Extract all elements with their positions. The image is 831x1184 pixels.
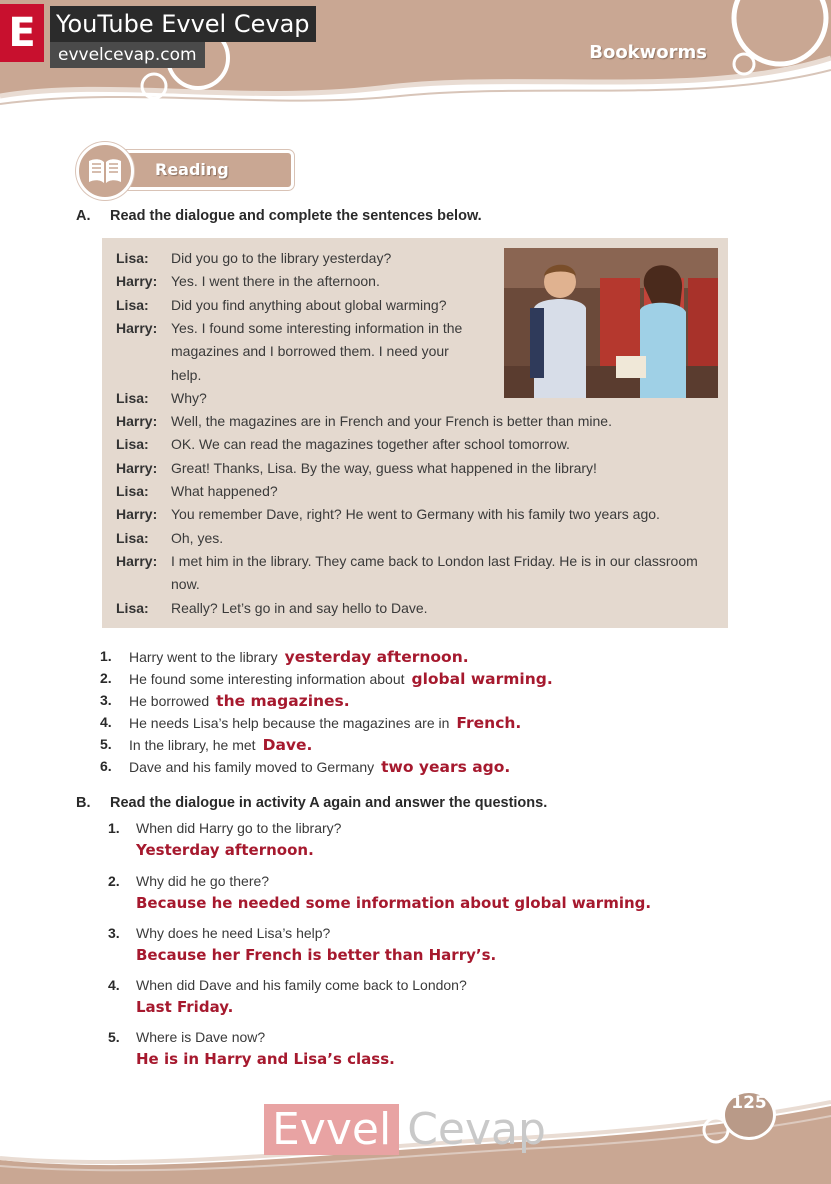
section-a-letter: A. — [76, 208, 91, 224]
channel-url: evvelcevap.com — [50, 42, 205, 68]
watermark-part-1: Evvel — [264, 1104, 399, 1155]
section-b-heading — [76, 795, 676, 815]
students-photo — [504, 248, 718, 398]
completion-sentence — [129, 692, 350, 710]
dialogue-speaker: Harry: — [116, 413, 158, 430]
dialogue-speaker: Lisa: — [116, 250, 149, 266]
sentence-text: He borrowed — [129, 693, 210, 709]
dialogue-line: OK. We can read the magazines together after school tomorrow. — [171, 436, 570, 453]
dialogue-speaker: Harry: — [116, 459, 158, 476]
sentence-answer: two years ago. — [381, 758, 511, 776]
section-b-instruction: Read the dialogue in activity A again and answer the questions. — [110, 795, 548, 811]
sentence-text: In the library, he met — [129, 737, 256, 753]
reading-pill — [116, 150, 294, 190]
sentence-answer: global warming. — [411, 670, 553, 688]
book-icon — [76, 142, 134, 200]
unit-title: Bookworms — [589, 42, 707, 63]
dialogue-speaker: Lisa: — [116, 296, 149, 313]
dialogue-speaker: Harry: — [116, 273, 158, 290]
dialogue-line: Why? — [171, 389, 207, 406]
dialogue-line: magazines and I borrowed them. I need your — [171, 343, 449, 360]
sentence-text: Harry went to the library — [129, 649, 278, 665]
dialogue-line: Really? Let’s go in and say hello to Dave. — [171, 599, 428, 616]
item-number: 6. — [100, 758, 112, 774]
dialogue-line: Great! Thanks, Lisa. By the way, guess what happened in the library! — [171, 459, 597, 476]
section-b-letter: B. — [76, 795, 91, 811]
question-answer: Last Friday. — [136, 998, 234, 1016]
dialogue-line: Did you go to the library yesterday? — [171, 250, 392, 266]
dialogue-speaker: Lisa: — [116, 436, 149, 453]
question-answer: Yesterday afternoon. — [136, 841, 314, 859]
question-text: Where is Dave now? — [136, 1029, 266, 1045]
completion-sentence — [129, 758, 510, 776]
question-answer: Because her French is better than Harry’s. — [136, 946, 497, 964]
dialogue-speaker: Lisa: — [116, 529, 149, 546]
question-number: 1. — [108, 820, 120, 836]
question-answer: Because he needed some information about global warming. — [136, 894, 652, 912]
reading-label: Reading — [155, 160, 229, 179]
completion-sentence — [129, 670, 553, 688]
item-number: 2. — [100, 670, 112, 686]
sentence-answer: Dave. — [262, 736, 313, 754]
question-text: Why does he need Lisa’s help? — [136, 925, 331, 941]
item-number: 1. — [100, 648, 112, 664]
dialogue-line: I met him in the library. They came back to London last Friday. He is in our classroom — [171, 552, 698, 569]
completion-sentence — [129, 714, 521, 732]
watermark-part-2: Cevap — [407, 1104, 546, 1155]
question-text: Why did he go there? — [136, 873, 270, 889]
dialogue-line: help. — [171, 366, 202, 383]
sentence-text: He found some interesting information about — [129, 671, 405, 687]
sentence-text: Dave and his family moved to Germany — [129, 759, 375, 775]
dialogue-line: Yes. I found some interesting information in the — [171, 319, 463, 336]
item-number: 3. — [100, 692, 112, 708]
question-text: When did Dave and his family come back to London? — [136, 977, 467, 993]
item-number: 5. — [100, 736, 112, 752]
question-number: 5. — [108, 1029, 120, 1045]
page-header — [0, 0, 831, 110]
channel-title: YouTube Evvel Cevap — [50, 6, 316, 42]
completion-sentence — [129, 736, 312, 754]
question-text: When did Harry go to the library? — [136, 820, 342, 836]
page-number: 125 — [722, 1090, 776, 1140]
dialogue-speaker: Lisa: — [116, 389, 149, 406]
completion-sentence — [129, 648, 469, 666]
dialogue-box — [102, 238, 728, 628]
sentence-answer: yesterday afternoon. — [284, 648, 469, 666]
dialogue-speaker: Lisa: — [116, 599, 149, 616]
sentence-text: He needs Lisa’s help because the magazines are in — [129, 715, 450, 731]
question-answer: He is in Harry and Lisa’s class. — [136, 1050, 395, 1068]
dialogue-speaker: Harry: — [116, 552, 158, 569]
dialogue-speaker: Lisa: — [116, 483, 149, 499]
section-a-instruction: Read the dialogue and complete the sentences below. — [110, 208, 482, 224]
dialogue-speaker: Harry: — [116, 319, 158, 336]
sentence-answer: French. — [456, 714, 522, 732]
question-number: 2. — [108, 873, 120, 889]
dialogue-line: now. — [171, 576, 200, 593]
dialogue-line: What happened? — [171, 483, 278, 499]
question-number: 3. — [108, 925, 120, 941]
dialogue-line: Yes. I went there in the afternoon. — [171, 273, 380, 290]
dialogue-line: Did you find anything about global warming? — [171, 296, 447, 313]
question-number: 4. — [108, 977, 120, 993]
dialogue-line: You remember Dave, right? He went to Germany with his family two years ago. — [171, 506, 660, 523]
dialogue-line: Oh, yes. — [171, 529, 224, 546]
watermark — [264, 1104, 554, 1164]
dialogue-speaker: Harry: — [116, 506, 158, 523]
channel-logo-badge: E — [0, 4, 44, 62]
sentence-answer: the magazines. — [216, 692, 350, 710]
section-a-heading — [76, 208, 676, 228]
item-number: 4. — [100, 714, 112, 730]
reading-tab — [76, 142, 292, 194]
dialogue-line: Well, the magazines are in French and your French is better than mine. — [171, 413, 612, 430]
